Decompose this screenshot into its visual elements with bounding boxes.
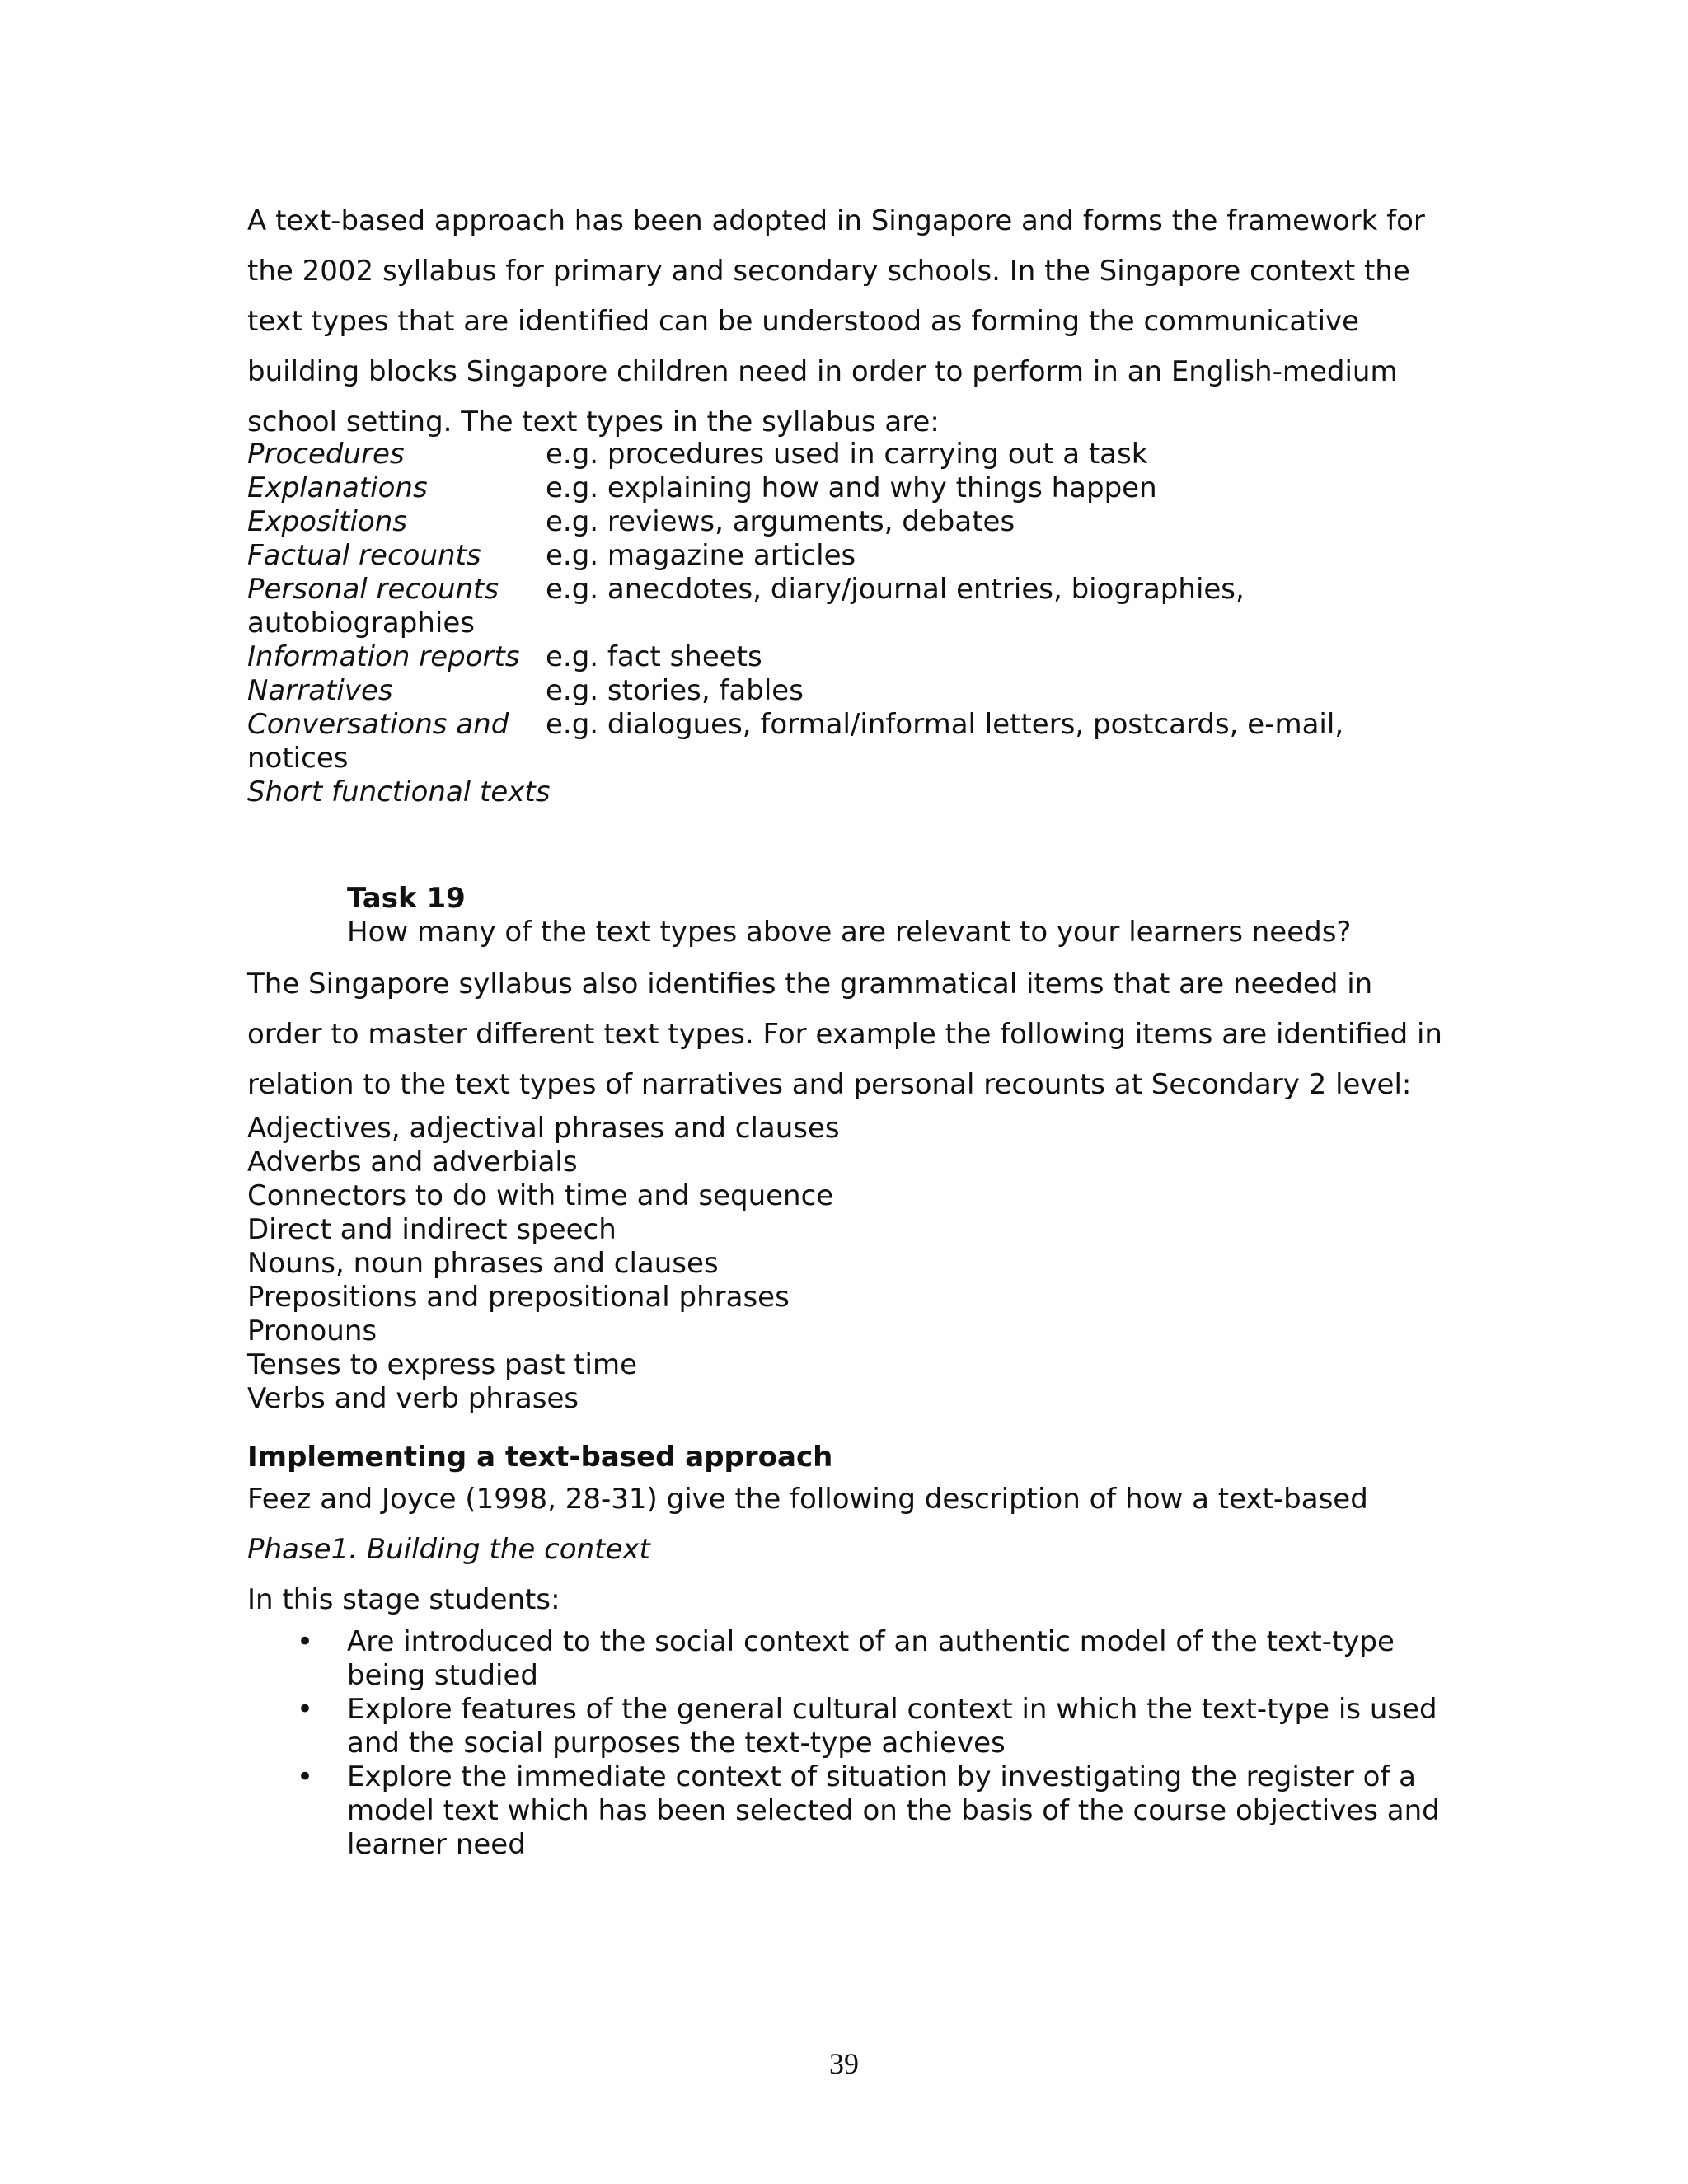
bullet-line: Are introduced to the social context of an authentic model of the text-type bbox=[347, 1625, 1395, 1658]
grammar-item: Nouns, noun phrases and clauses bbox=[247, 1247, 719, 1280]
text-type-example: e.g. stories, fables bbox=[546, 674, 804, 707]
text-type-continuation: autobiographies bbox=[247, 607, 475, 640]
bullet-line: learner need bbox=[347, 1828, 526, 1861]
bullet-line: being studied bbox=[347, 1659, 539, 1692]
bullet-icon: • bbox=[297, 1693, 314, 1726]
grammar-intro-line: order to master different text types. For example the following items are identified in bbox=[247, 1018, 1442, 1051]
grammar-item: Direct and indirect speech bbox=[247, 1213, 617, 1246]
bullet-line: Explore features of the general cultural context in which the text-type is used bbox=[347, 1693, 1437, 1726]
text-type-row bbox=[247, 471, 1442, 505]
grammar-intro-paragraph bbox=[247, 959, 1442, 1110]
text-type-name: Conversations and bbox=[247, 708, 509, 741]
intro-line: school setting. The text types in the syllabus are: bbox=[247, 405, 940, 438]
text-type-name: Narratives bbox=[247, 674, 393, 707]
grammar-item: Connectors to do with time and sequence bbox=[247, 1179, 834, 1212]
section-heading: Implementing a text-based approach bbox=[247, 1441, 833, 1474]
text-type-row bbox=[247, 640, 1442, 674]
phase-title: Phase1. Building the context bbox=[247, 1533, 650, 1566]
grammar-item: Verbs and verb phrases bbox=[247, 1382, 579, 1415]
implementing-paragraph bbox=[247, 1474, 1442, 1625]
intro-line: the 2002 syllabus for primary and secondary schools. In the Singapore context the bbox=[247, 255, 1410, 288]
bullet-line: model text which has been selected on the basis of the course objectives and bbox=[347, 1794, 1440, 1827]
stage-bullet-item bbox=[247, 1625, 1442, 1693]
bullet-line: and the social purposes the text-type achieves bbox=[347, 1727, 1006, 1760]
bullet-icon: • bbox=[297, 1760, 314, 1793]
intro-line: building blocks Singapore children need in order to perform in an English-medium bbox=[247, 355, 1398, 388]
text-type-example: e.g. reviews, arguments, debates bbox=[546, 505, 1015, 538]
text-type-name: Information reports bbox=[247, 640, 520, 673]
text-type-name: Factual recounts bbox=[247, 539, 481, 572]
grammar-intro-line: relation to the text types of narratives and personal recounts at Secondary 2 level: bbox=[247, 1068, 1412, 1101]
text-type-example: e.g. procedures used in carrying out a task bbox=[546, 438, 1148, 471]
text-type-example: e.g. anecdotes, diary/journal entries, biographies, bbox=[546, 573, 1245, 606]
text-type-row bbox=[247, 674, 1442, 708]
grammar-intro-line: The Singapore syllabus also identifies the grammatical items that are needed in bbox=[247, 968, 1373, 1001]
text-type-row bbox=[247, 505, 1442, 539]
text-type-name: Explanations bbox=[247, 471, 428, 504]
grammar-item: Pronouns bbox=[247, 1315, 377, 1347]
implementing-description: Feez and Joyce (1998, 28-31) give the following description of how a text-based bbox=[247, 1483, 1368, 1516]
grammar-item: Adverbs and adverbials bbox=[247, 1146, 578, 1179]
grammar-item: Prepositions and prepositional phrases bbox=[247, 1281, 790, 1314]
text-type-row bbox=[247, 776, 1442, 809]
stage-bullet-item bbox=[247, 1760, 1442, 1862]
task-question: How many of the text types above are relevant to your learners needs? bbox=[347, 916, 1352, 949]
text-type-example: e.g. fact sheets bbox=[546, 640, 762, 673]
page-content bbox=[247, 196, 1442, 1862]
text-type-continuation: notices bbox=[247, 742, 349, 775]
stage-bullet-list bbox=[247, 1625, 1442, 1862]
text-type-name: Personal recounts bbox=[247, 573, 499, 606]
text-type-example: e.g. magazine articles bbox=[546, 539, 856, 572]
bullet-icon: • bbox=[297, 1625, 314, 1658]
text-type-example: e.g. dialogues, formal/informal letters, postcards, e-mail, bbox=[546, 708, 1344, 741]
grammar-item: Tenses to express past time bbox=[247, 1348, 638, 1381]
text-type-name: Short functional texts bbox=[247, 776, 551, 808]
text-type-name: Expositions bbox=[247, 505, 407, 538]
text-type-name: Procedures bbox=[247, 438, 405, 471]
text-type-example: e.g. explaining how and why things happen bbox=[546, 471, 1157, 504]
stage-bullet-item bbox=[247, 1693, 1442, 1760]
intro-line: A text-based approach has been adopted in Singapore and forms the framework for bbox=[247, 204, 1425, 237]
grammar-items-list bbox=[247, 1112, 1442, 1416]
intro-paragraph bbox=[247, 196, 1442, 448]
task-box bbox=[347, 882, 1442, 949]
intro-line: text types that are identified can be understood as forming the communicative bbox=[247, 305, 1360, 338]
text-type-row bbox=[247, 573, 1442, 640]
page-number: 39 bbox=[829, 2047, 859, 2080]
stage-intro: In this stage students: bbox=[247, 1583, 560, 1616]
text-type-row bbox=[247, 438, 1442, 471]
text-type-row bbox=[247, 708, 1442, 776]
text-types-list bbox=[247, 438, 1442, 809]
grammar-item: Adjectives, adjectival phrases and clauses bbox=[247, 1112, 840, 1145]
text-type-row bbox=[247, 539, 1442, 573]
task-title: Task 19 bbox=[347, 882, 466, 915]
bullet-line: Explore the immediate context of situation by investigating the register of a bbox=[347, 1760, 1416, 1793]
